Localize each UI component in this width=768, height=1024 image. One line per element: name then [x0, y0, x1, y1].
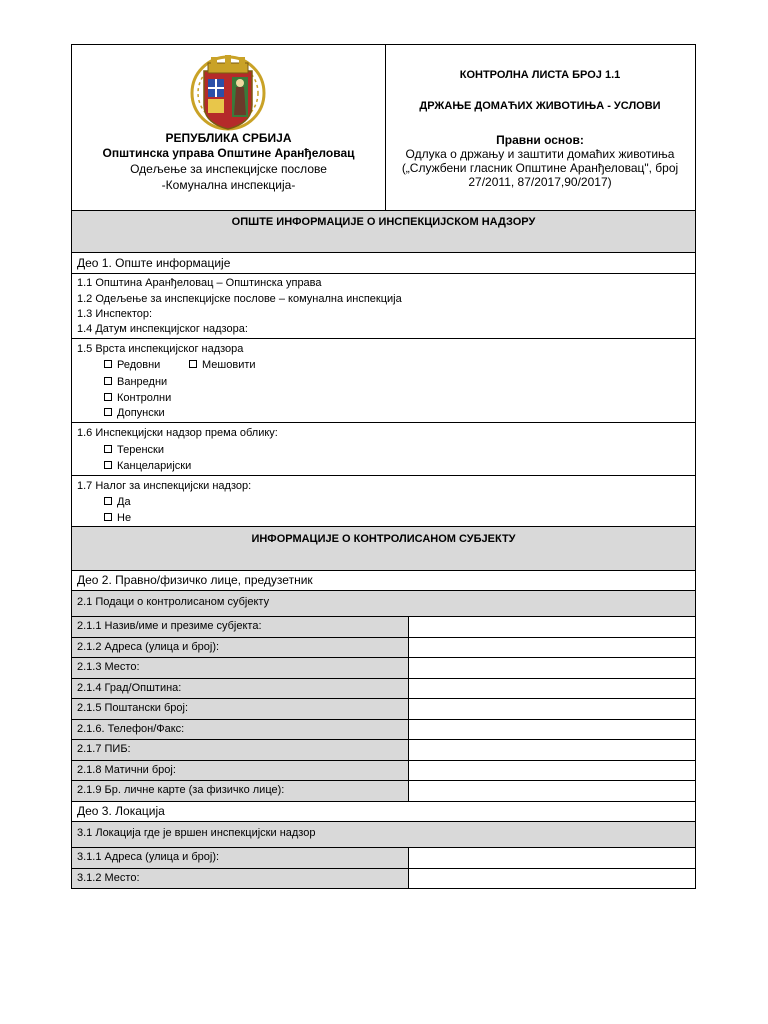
option-no[interactable]: Не	[104, 512, 131, 525]
subject-field-row	[71, 719, 696, 741]
subject-field-label: 2.1.9 Бр. личне карте (за физичко лице):	[77, 784, 285, 796]
subject-field-value-field[interactable]	[409, 781, 695, 801]
location-field-label: 3.1.2 Место:	[77, 871, 140, 884]
subject-field-label: 2.1.3 Место:	[77, 661, 140, 673]
option-control[interactable]: Контролни	[104, 392, 171, 405]
subject-field-value-field[interactable]	[409, 617, 695, 637]
org-administration: Општинска управа Општине Аранђеловац	[102, 146, 355, 160]
part3-title: Део 3. Локација	[77, 804, 165, 818]
general-info-box	[71, 273, 696, 339]
checklist-title: ДРЖАЊЕ ДОМАЋИХ ЖИВОТИЊА - УСЛОВИ	[419, 100, 661, 112]
subject-data-heading: 2.1 Подаци о контролисаном субјекту	[77, 596, 270, 608]
q15-box	[71, 338, 696, 423]
subject-field-label-cell	[72, 679, 409, 699]
subject-field-row	[71, 739, 696, 761]
subject-field-row	[71, 678, 696, 700]
subject-field-label-cell	[72, 720, 409, 740]
location-heading: 3.1 Локација где је вршен инспекцијски надзор	[77, 827, 316, 839]
q16-box	[71, 422, 696, 476]
location-field-label: 3.1.1 Адреса (улица и број):	[77, 851, 220, 863]
legal-basis-line3: 27/2011, 87/2017,90/2017)	[468, 175, 612, 189]
q17-box	[71, 475, 696, 527]
subject-field-row	[71, 616, 696, 638]
q16-label: 1.6 Инспекцијски надзор према облику:	[77, 427, 278, 439]
part2-title: Део 2. Правно/физичко лице, предузетник	[77, 573, 313, 587]
subject-field-label-cell	[72, 740, 409, 760]
checkbox-icon	[104, 513, 112, 521]
header-left-cell	[72, 45, 386, 210]
subject-field-value-field[interactable]	[409, 761, 695, 781]
checkbox-icon	[104, 497, 112, 505]
subject-field-row	[71, 657, 696, 679]
org-division: -Комунална инспекција-	[161, 178, 296, 192]
location-field-value-field[interactable]	[409, 869, 695, 889]
legal-basis-line2: („Службени гласник Општине Аранђеловац", број	[401, 161, 679, 175]
location-field-label-cell	[72, 848, 409, 868]
info-inspection-date: 1.4 Датум инспекцијског надзора:	[77, 323, 248, 335]
coat-of-arms-icon	[186, 49, 270, 135]
subject-field-label: 2.1.5 Поштански број:	[77, 702, 189, 714]
subject-field-label-cell	[72, 781, 409, 801]
subject-field-value-field[interactable]	[409, 720, 695, 740]
part2-title-box	[71, 570, 696, 591]
info-department: 1.2 Одељење за инспекцијске послове – комунална инспекција	[77, 293, 402, 305]
option-supplementary[interactable]: Допунски	[104, 407, 165, 420]
location-field-row	[71, 868, 696, 890]
subject-field-label: 2.1.4 Град/Општина:	[77, 681, 182, 694]
legal-basis-line1: Одлука о држању и заштити домаћих животиња	[405, 147, 675, 161]
location-field-row	[71, 847, 696, 869]
subject-field-label: 2.1.8 Матични број:	[77, 763, 176, 776]
part1-title-box	[71, 252, 696, 274]
checkbox-icon	[104, 461, 112, 469]
option-mixed[interactable]: Мешовити	[189, 359, 256, 372]
subject-field-value-field[interactable]	[409, 638, 695, 658]
q15-label: 1.5 Врста инспекцијског надзора	[77, 343, 244, 355]
location-heading-box	[71, 821, 696, 848]
subject-field-label-cell	[72, 617, 409, 637]
option-yes[interactable]: Да	[104, 496, 131, 509]
subject-data-heading-box	[71, 590, 696, 617]
subject-field-row	[71, 637, 696, 659]
subject-field-value-field[interactable]	[409, 679, 695, 699]
checkbox-icon	[104, 360, 112, 368]
subject-field-value-field[interactable]	[409, 740, 695, 760]
subject-field-label: 2.1.7 ПИБ:	[77, 743, 131, 755]
org-country: РЕПУБЛИКА СРБИЈА	[165, 131, 292, 145]
checkbox-icon	[104, 408, 112, 416]
option-office[interactable]: Канцеларијски	[104, 460, 191, 473]
subject-field-label: 2.1.2 Адреса (улица и број):	[77, 640, 220, 653]
info-inspector: 1.3 Инспектор:	[77, 308, 153, 320]
location-field-label-cell	[72, 869, 409, 889]
location-field-value-field[interactable]	[409, 848, 695, 868]
subject-field-label: 2.1.1 Назив/име и презиме субјекта:	[77, 620, 262, 632]
header-box	[71, 44, 696, 211]
checkbox-icon	[104, 445, 112, 453]
part3-title-box	[71, 801, 696, 822]
subject-field-label-cell	[72, 658, 409, 678]
subject-field-value-field[interactable]	[409, 699, 695, 719]
section1-heading: ОПШТЕ ИНФОРМАЦИЈЕ О ИНСПЕКЦИЈСКОМ НАДЗОРУ	[231, 216, 536, 228]
section2-heading-box	[71, 526, 696, 571]
section2-heading: ИНФОРМАЦИЈЕ О КОНТРОЛИСАНОМ СУБЈЕКТУ	[251, 533, 516, 545]
subject-field-label-cell	[72, 638, 409, 658]
checkbox-icon	[104, 393, 112, 401]
part1-title: Део 1. Опште информације	[77, 256, 231, 270]
checkbox-icon	[189, 360, 197, 368]
subject-field-value-field[interactable]	[409, 658, 695, 678]
org-department: Одељење за инспекцијске послове	[130, 162, 327, 176]
info-municipality: 1.1 Општина Аранђеловац – Општинска управа	[77, 277, 322, 289]
q17-label: 1.7 Налог за инспекцијски надзор:	[77, 480, 252, 492]
subject-field-row	[71, 780, 696, 802]
subject-field-row	[71, 760, 696, 782]
subject-field-row	[71, 698, 696, 720]
header-right-cell	[385, 45, 695, 210]
subject-field-label-cell	[72, 761, 409, 781]
checkbox-icon	[104, 377, 112, 385]
legal-basis-heading: Правни основ:	[496, 133, 584, 147]
subject-field-label-cell	[72, 699, 409, 719]
option-field[interactable]: Теренски	[104, 444, 164, 457]
option-extraordinary[interactable]: Ванредни	[104, 376, 167, 389]
checklist-number: КОНТРОЛНА ЛИСТА БРОЈ 1.1	[459, 69, 621, 81]
subject-field-label: 2.1.6. Телефон/Факс:	[77, 722, 185, 735]
option-regular[interactable]: Редовни	[104, 359, 160, 372]
section1-heading-box	[71, 210, 696, 253]
